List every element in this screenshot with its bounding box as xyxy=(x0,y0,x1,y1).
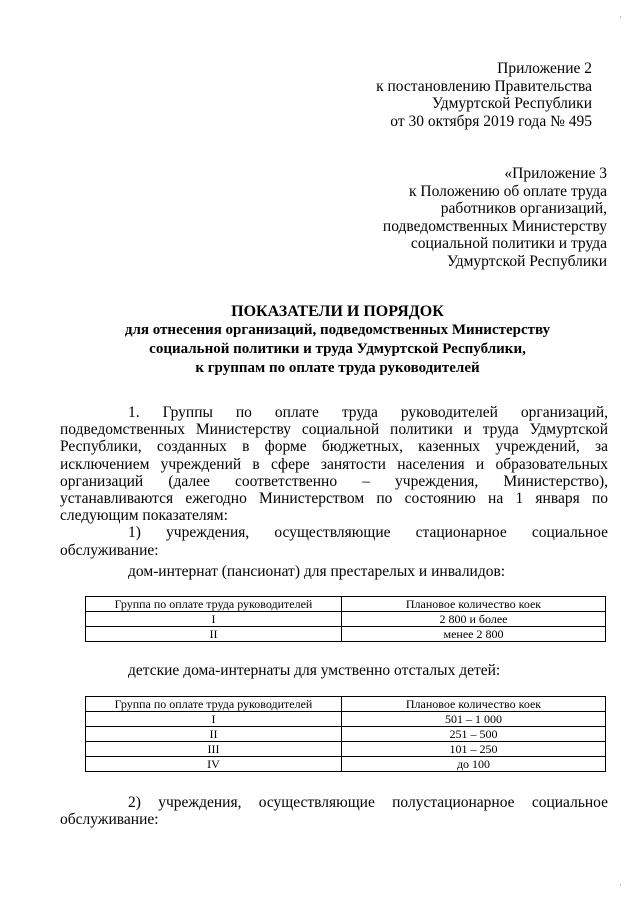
appendix-3-line: подведомственных Министерству xyxy=(382,217,607,235)
table-cell: 501 – 1 000 xyxy=(342,712,606,727)
paragraph-line: следующим показателям: xyxy=(60,507,228,525)
title-main: ПОКАЗАТЕЛИ И ПОРЯДОК xyxy=(231,303,444,320)
appendix-3-header xyxy=(320,165,607,270)
table-cell: III xyxy=(86,742,342,757)
table-row xyxy=(86,612,606,627)
table-cell: II xyxy=(86,727,342,742)
document-title xyxy=(60,302,615,378)
scan-mark: · xyxy=(619,880,622,890)
paragraph-line: Республики, созданных в форме бюджетных, казенных учреждений, за xyxy=(60,438,608,456)
paragraph-line: исключением учреждений в сфере занятости населения и образовательных xyxy=(60,455,608,473)
table-header-cell: Плановое количество коек xyxy=(342,597,606,612)
paragraph-line: подведомственных Министерству социальной политики и труда Удмуртской xyxy=(60,421,608,439)
table-cell: I xyxy=(86,712,342,727)
table-cell: I xyxy=(86,612,342,627)
appendix-3-line: Удмуртской Республики xyxy=(446,252,607,270)
table-cell: II xyxy=(86,627,342,642)
paragraph-line: 1. Группы по оплате труда руководителей организаций, xyxy=(128,404,608,421)
table-1 xyxy=(85,596,606,642)
table-header-cell: Группа по оплате труда руководителей xyxy=(86,597,342,612)
appendix-3-line: социальной политики и труда xyxy=(410,235,607,252)
item-1-line: обслуживание: xyxy=(60,541,159,559)
table-cell: IV xyxy=(86,757,342,772)
paragraph-line: устанавливаются ежегодно Министерством по состоянию на 1 января по xyxy=(60,490,608,508)
appendix-2-line: к постановлению Правительства xyxy=(376,77,592,95)
paragraph-1 xyxy=(60,404,608,580)
table-cell: 251 – 500 xyxy=(342,727,606,742)
title-line: к группам по оплате труда руководителей xyxy=(195,360,480,376)
subitem-1: дом-интернат (пансионат) для престарелых и инвалидов: xyxy=(128,562,506,580)
table-cell: 2 800 и более xyxy=(342,612,606,627)
table-header-row xyxy=(86,597,606,612)
table-header-cell: Плановое количество коек xyxy=(342,697,606,712)
appendix-3-line: «Приложение 3 xyxy=(504,165,607,182)
table-header-row xyxy=(86,697,606,712)
title-line: для отнесения организаций, подведомственных Министерству xyxy=(124,322,551,338)
appendix-3-line: работников организаций, xyxy=(440,200,607,217)
table-cell: до 100 xyxy=(342,757,606,772)
item-2-block xyxy=(60,794,608,828)
item-1-line: 1) учреждения, осуществляющие стационарное социальное xyxy=(128,524,608,542)
appendix-2-line: от 30 октября 2019 года № 495 xyxy=(390,112,592,130)
table-2 xyxy=(85,696,606,772)
appendix-3-line: к Положению об оплате труда xyxy=(408,182,607,200)
item-2-line: обслуживание: xyxy=(60,811,159,829)
table-row xyxy=(86,627,606,642)
table-row xyxy=(86,742,606,757)
appendix-2-header xyxy=(320,60,592,130)
appendix-2-line: Приложение 2 xyxy=(497,60,592,77)
item-2-line: 2) учреждения, осуществляющие полустационарное социальное xyxy=(128,794,608,811)
table-row xyxy=(86,712,606,727)
table-row xyxy=(86,757,606,772)
title-line: социальной политики и труда Удмуртской Республики, xyxy=(149,341,526,357)
table-cell: менее 2 800 xyxy=(342,627,606,642)
subitem-2-block xyxy=(60,662,608,679)
appendix-2-line: Удмуртской Республики xyxy=(431,95,592,112)
table-cell: 101 – 250 xyxy=(342,742,606,757)
table-header-cell: Группа по оплате труда руководителей xyxy=(86,697,342,712)
paragraph-line: организаций (далее соответственно – учреждения, Министерство), xyxy=(60,472,608,490)
scan-mark: · xyxy=(619,12,622,22)
subitem-2: детские дома-интернаты для умственно отсталых детей: xyxy=(128,662,501,679)
table-row xyxy=(86,727,606,742)
